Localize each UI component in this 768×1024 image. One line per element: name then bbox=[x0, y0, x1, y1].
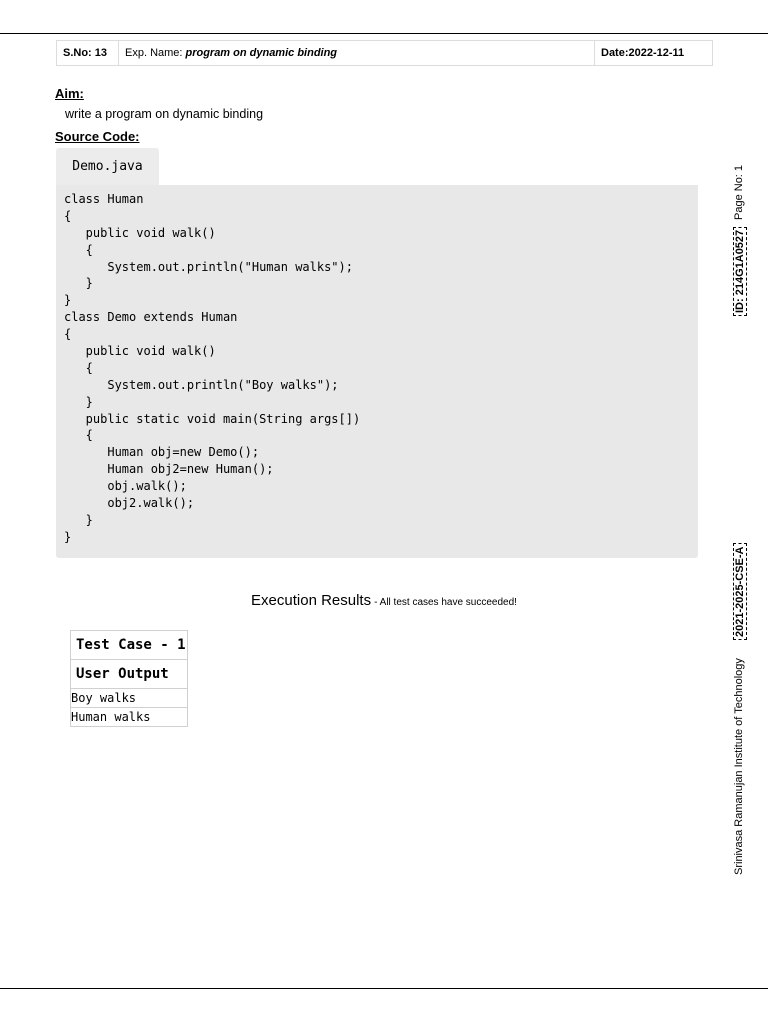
code-line: class Demo extends Human bbox=[64, 310, 238, 325]
code-line: class Human bbox=[64, 192, 144, 206]
file-tab[interactable]: Demo.java bbox=[56, 148, 159, 185]
code-line: Human obj2=new Human(); bbox=[64, 462, 274, 477]
code-line: } bbox=[64, 276, 93, 291]
experiment-name-prefix: Exp. Name: bbox=[125, 47, 183, 59]
output-line: Human walks bbox=[71, 708, 188, 727]
aim-text: write a program on dynamic binding bbox=[65, 107, 264, 121]
test-case-table bbox=[70, 630, 188, 727]
top-rule bbox=[0, 33, 768, 34]
user-output-label: User Output bbox=[71, 660, 188, 689]
code-line: public static void main(String args[]) bbox=[64, 411, 361, 426]
code-line: } bbox=[64, 394, 93, 409]
source-code-label: Source Code: bbox=[55, 129, 140, 144]
code-line: System.out.println("Boy walks"); bbox=[64, 377, 339, 392]
execution-status: - All test cases have succeeded! bbox=[374, 597, 517, 608]
experiment-name: program on dynamic binding bbox=[185, 47, 338, 59]
code-line: } bbox=[64, 529, 72, 544]
code-line: Human obj=new Demo(); bbox=[64, 445, 260, 460]
code-line: } bbox=[64, 512, 93, 527]
code-line: { bbox=[64, 428, 93, 443]
output-line: Boy walks bbox=[71, 689, 188, 708]
aim-label: Aim: bbox=[55, 86, 84, 101]
student-id: ID: 214G1A0527 bbox=[733, 227, 747, 316]
serial-number: S.No: 13 bbox=[57, 41, 119, 65]
experiment-date: Date:2022-12-11 bbox=[601, 47, 685, 59]
execution-results-heading bbox=[0, 592, 768, 610]
code-line: { bbox=[64, 327, 72, 342]
header-table bbox=[56, 40, 713, 66]
code-line: public void walk() bbox=[64, 225, 216, 240]
page-number: Page No: 1 bbox=[733, 164, 745, 220]
institute-name: Srinivasa Ramanujan Institute of Technology bbox=[733, 658, 745, 875]
code-line: public void walk() bbox=[64, 344, 216, 359]
bottom-rule bbox=[0, 988, 768, 989]
code-block bbox=[56, 185, 698, 558]
code-line: obj.walk(); bbox=[64, 479, 187, 494]
experiment-name-cell bbox=[119, 41, 595, 65]
code-line: System.out.println("Human walks"); bbox=[64, 259, 353, 274]
code-line: } bbox=[64, 293, 72, 308]
code-line: { bbox=[64, 208, 72, 223]
execution-results-title: Execution Results bbox=[251, 592, 372, 609]
test-case-title: Test Case - 1 bbox=[71, 631, 188, 660]
batch-label: 2021-2025-CSE-A bbox=[733, 544, 747, 641]
code-line: { bbox=[64, 242, 93, 257]
code-line: { bbox=[64, 360, 93, 375]
code-line: obj2.walk(); bbox=[64, 496, 195, 511]
